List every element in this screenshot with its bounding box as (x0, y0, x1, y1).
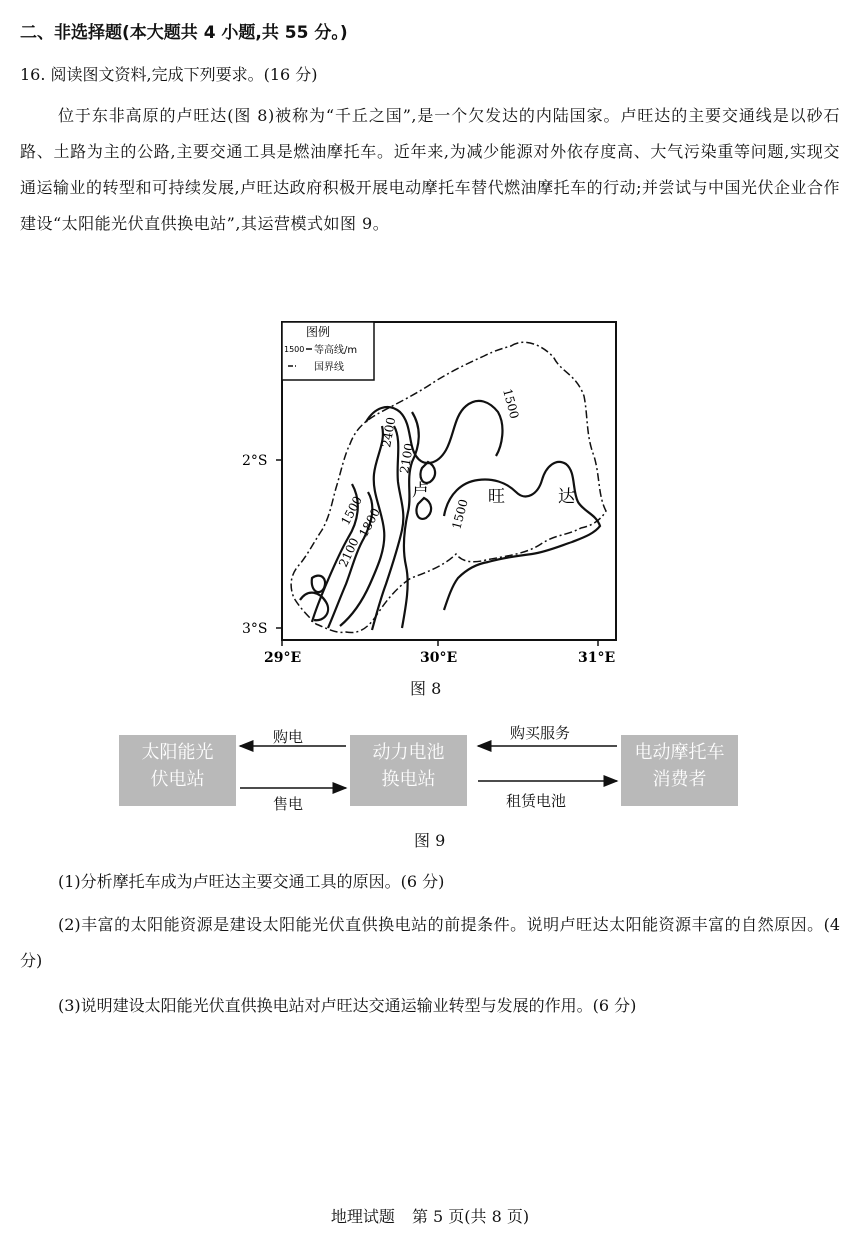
box-station-line: 动力电池 (372, 742, 445, 763)
legend-contour-label: 等高线/m (314, 345, 358, 356)
question-title: 16. 阅读图文资料,完成下列要求。(16 分) (20, 65, 318, 84)
legend-title: 图例 (306, 325, 331, 339)
box-station-line: 换电站 (381, 769, 436, 790)
lat-label: 2°S (242, 453, 268, 469)
footer-subject: 地理试题 (330, 1207, 395, 1226)
label-sell-power: 售电 (273, 795, 304, 813)
contour-label: 1500 (500, 387, 522, 421)
figure-9-caption: 图 9 (414, 831, 446, 850)
country-char: 旺 (488, 487, 505, 507)
box-solar-line: 伏电站 (150, 769, 205, 790)
legend-border-label: 国界线 (314, 362, 344, 373)
contour-label: 1500 (338, 493, 365, 528)
label-rent-battery: 租赁电池 (506, 792, 567, 810)
subquestion-3: (3)说明建设太阳能光伏直供换电站对卢旺达交通运输业转型与发展的作用。(6 分) (58, 996, 637, 1015)
lon-label: 31°E (578, 650, 616, 666)
box-consumer-line: 电动摩托车 (634, 742, 725, 763)
country-char: 卢 (412, 481, 429, 501)
page-footer (0, 1204, 860, 1227)
subquestion-2: (2)丰富的太阳能资源是建设太阳能光伏直供换电站的前提条件。说明卢旺达太阳能资源丰富的自然原因。(4 分) (20, 915, 840, 970)
contour-label: 2100 (336, 535, 362, 570)
lat-label: 3°S (242, 621, 268, 637)
lon-label: 30°E (420, 650, 458, 666)
figure-8-caption: 图 8 (410, 679, 442, 698)
footer-page: 第 5 页(共 8 页) (411, 1207, 530, 1226)
section-title: 二、非选择题(本大题共 4 小题,共 55 分。) (20, 23, 348, 43)
label-buy-service: 购买服务 (510, 724, 571, 742)
question-paragraph: 位于东非高原的卢旺达(图 8)被称为“千丘之国”,是一个欠发达的内陆国家。卢旺达的主要交通线是以砂石路、土路为主的公路,主要交通工具是燃油摩托车。近年来,为减少能源对外依存度高、大气污染重等问题,实现交通运输业的转型和可持续发展,卢旺达政府积极开展电动摩托车替代燃油摩托车的行动;并尝试与中国光伏企业合作建设“太阳能光伏直供换电站”,其运营模式如图 9。 (20, 106, 840, 233)
contour-label: 2100 (397, 442, 417, 475)
subquestion-1: (1)分析摩托车成为卢旺达主要交通工具的原因。(6 分) (58, 872, 445, 891)
contour-label: 2400 (379, 416, 399, 449)
label-buy-power: 购电 (273, 728, 304, 746)
lon-label: 29°E (264, 650, 302, 666)
country-char: 达 (558, 487, 575, 507)
contour-label: 1800 (356, 505, 383, 540)
box-solar-line: 太阳能光 (141, 742, 214, 763)
box-consumer-line: 消费者 (652, 769, 707, 790)
legend-contour-value: 1500 (284, 345, 305, 354)
contour-label: 1500 (449, 497, 471, 531)
